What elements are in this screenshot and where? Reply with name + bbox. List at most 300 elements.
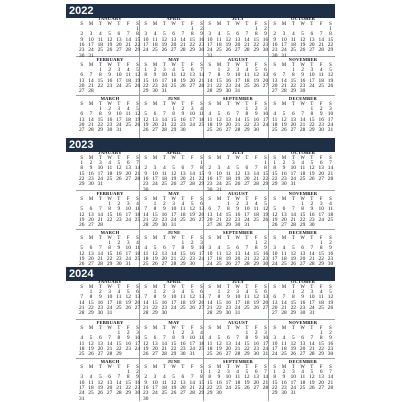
month-name: MARCH bbox=[100, 96, 120, 101]
day-number: 27 bbox=[180, 181, 186, 188]
weekday-label: S bbox=[264, 155, 267, 161]
day-number: 21 bbox=[244, 41, 250, 48]
day-number: 7 bbox=[190, 374, 194, 381]
day-number: 23 bbox=[143, 390, 149, 397]
weekday-header bbox=[205, 236, 271, 241]
day-number: 30 bbox=[262, 261, 269, 268]
weekday-label: S bbox=[329, 62, 332, 68]
day-grid bbox=[205, 202, 271, 232]
day-number: 12 bbox=[327, 72, 334, 79]
day-number: 15 bbox=[309, 116, 315, 123]
day-number: 9 bbox=[89, 165, 93, 172]
day-number: 29 bbox=[189, 47, 195, 54]
day-number: 22 bbox=[170, 121, 177, 128]
day-number: 25 bbox=[134, 216, 141, 223]
month-april bbox=[141, 16, 207, 56]
weekday-label: S bbox=[208, 21, 212, 27]
weekday-label: F bbox=[190, 21, 194, 27]
day-number: 30 bbox=[143, 186, 149, 193]
month-july bbox=[205, 16, 271, 59]
day-number: 10 bbox=[290, 165, 296, 172]
day-number: 27 bbox=[234, 261, 241, 268]
day-number: 23 bbox=[106, 82, 113, 89]
day-number: 7 bbox=[329, 160, 332, 166]
day-number: 8 bbox=[80, 165, 84, 172]
day-number: 9 bbox=[117, 206, 121, 213]
day-number: 19 bbox=[134, 116, 141, 123]
weekday-label: W bbox=[171, 284, 176, 290]
day-number: 27 bbox=[262, 304, 269, 311]
weekday-label: W bbox=[107, 196, 112, 202]
weekday-label: S bbox=[264, 364, 267, 370]
day-number: 3 bbox=[310, 67, 314, 73]
weekday-label: S bbox=[144, 21, 148, 27]
day-number: 10 bbox=[207, 250, 213, 257]
day-number: 24 bbox=[116, 82, 122, 89]
weekday-label: W bbox=[300, 21, 305, 27]
day-number: 6 bbox=[254, 369, 258, 375]
day-number: 14 bbox=[253, 170, 259, 177]
day-number: 29 bbox=[309, 127, 315, 134]
weekday-label: T bbox=[181, 196, 185, 202]
day-number: 19 bbox=[79, 255, 85, 262]
day-number: 11 bbox=[318, 72, 324, 79]
day-number: 14 bbox=[106, 340, 113, 347]
month-january bbox=[77, 279, 143, 319]
day-number: 27 bbox=[253, 384, 259, 391]
day-number: 23 bbox=[180, 345, 186, 352]
weekday-label: S bbox=[273, 235, 277, 241]
day-number: 9 bbox=[80, 36, 84, 43]
day-number: 5 bbox=[291, 245, 295, 252]
day-number: 27 bbox=[207, 222, 213, 229]
weekday-label: F bbox=[319, 364, 323, 370]
weekday-label: F bbox=[254, 364, 258, 370]
weekday-label: S bbox=[273, 155, 277, 161]
day-number: 30 bbox=[253, 127, 259, 134]
day-number: 25 bbox=[318, 304, 324, 311]
day-grid bbox=[270, 370, 336, 400]
day-number: 29 bbox=[216, 310, 222, 317]
day-number: 12 bbox=[97, 379, 103, 386]
month-august bbox=[205, 191, 271, 231]
day-number: 14 bbox=[327, 374, 334, 381]
day-number: 10 bbox=[272, 340, 278, 347]
day-number: 12 bbox=[225, 36, 231, 43]
month-name: MARCH bbox=[100, 230, 120, 235]
year-label: 2024 bbox=[69, 268, 94, 280]
weekday-label: M bbox=[152, 101, 158, 107]
weekday-label: T bbox=[226, 62, 230, 68]
weekday-label: M bbox=[216, 364, 222, 370]
day-number: 8 bbox=[98, 111, 102, 118]
day-number: 16 bbox=[97, 299, 103, 306]
day-number: 23 bbox=[106, 121, 113, 128]
day-number: 6 bbox=[190, 67, 194, 73]
day-number: 30 bbox=[327, 261, 334, 268]
day-number: 19 bbox=[170, 175, 177, 182]
day-number: 17 bbox=[189, 116, 195, 123]
day-number: 23 bbox=[198, 41, 205, 48]
day-number: 17 bbox=[272, 255, 278, 262]
day-number: 27 bbox=[116, 47, 122, 54]
day-number: 25 bbox=[198, 121, 205, 128]
day-grid bbox=[77, 331, 143, 361]
day-number: 13 bbox=[272, 299, 278, 306]
weekday-label: T bbox=[181, 101, 185, 107]
day-number: 22 bbox=[253, 41, 259, 48]
day-number: 24 bbox=[170, 304, 177, 311]
day-grid bbox=[270, 161, 336, 191]
weekday-label: W bbox=[171, 196, 176, 202]
weekday-label: T bbox=[162, 101, 166, 107]
day-number: 10 bbox=[244, 206, 250, 213]
day-number: 21 bbox=[281, 304, 287, 311]
day-number: 5 bbox=[80, 245, 84, 252]
weekday-label: T bbox=[162, 284, 166, 290]
day-number: 19 bbox=[290, 345, 296, 352]
day-number: 30 bbox=[327, 351, 334, 358]
day-number: 10 bbox=[143, 36, 149, 43]
month-name: FEBRUARY bbox=[96, 57, 124, 62]
day-number: 19 bbox=[170, 384, 177, 391]
weekday-label: T bbox=[117, 284, 121, 290]
day-grid bbox=[205, 161, 271, 191]
day-number: 13 bbox=[290, 116, 296, 123]
weekday-label: S bbox=[200, 325, 203, 331]
month-name: DECEMBER bbox=[288, 359, 318, 364]
day-number: 5 bbox=[144, 111, 148, 118]
day-number: 9 bbox=[144, 379, 148, 386]
day-number: 6 bbox=[291, 111, 295, 118]
day-number: 22 bbox=[143, 82, 149, 89]
weekday-label: W bbox=[107, 101, 112, 107]
day-number: 28 bbox=[134, 175, 141, 182]
day-number: 4 bbox=[245, 67, 249, 73]
month-name: APRIL bbox=[166, 150, 182, 155]
day-number: 7 bbox=[301, 111, 304, 118]
day-number: 16 bbox=[161, 211, 167, 218]
day-number: 16 bbox=[125, 340, 131, 347]
day-number: 29 bbox=[106, 261, 113, 268]
day-number: 6 bbox=[80, 72, 84, 79]
day-number: 30 bbox=[152, 88, 158, 95]
weekday-header bbox=[141, 365, 207, 370]
day-grid bbox=[77, 202, 143, 232]
day-number: 24 bbox=[318, 216, 324, 223]
day-number: 11 bbox=[299, 374, 306, 381]
day-number: 25 bbox=[253, 216, 259, 223]
day-number: 19 bbox=[180, 77, 186, 84]
day-number: 27 bbox=[262, 82, 269, 89]
day-number: 2 bbox=[126, 330, 130, 336]
day-number: 2 bbox=[226, 67, 230, 73]
day-number: 18 bbox=[216, 41, 222, 48]
day-number: 28 bbox=[244, 47, 250, 54]
day-number: 7 bbox=[217, 206, 221, 213]
day-number: 8 bbox=[319, 245, 323, 252]
day-number: 10 bbox=[216, 170, 222, 177]
weekday-label: T bbox=[310, 21, 314, 27]
day-number: 9 bbox=[190, 245, 194, 252]
day-number: 25 bbox=[125, 82, 131, 89]
day-number: 9 bbox=[153, 72, 157, 79]
day-number: 7 bbox=[181, 31, 185, 38]
day-grid bbox=[77, 27, 143, 57]
day-number: 25 bbox=[97, 47, 103, 54]
month-name: MARCH bbox=[100, 359, 120, 364]
day-number: 3 bbox=[236, 67, 239, 73]
weekday-label: S bbox=[208, 101, 212, 107]
month-name: SEPTEMBER bbox=[222, 230, 254, 235]
day-number: 13 bbox=[134, 294, 141, 301]
day-number: 23 bbox=[216, 384, 222, 391]
weekday-label: T bbox=[310, 364, 314, 370]
day-number: 7 bbox=[80, 294, 84, 301]
day-number: 10 bbox=[272, 250, 278, 257]
weekday-label: F bbox=[190, 364, 194, 370]
day-number: 16 bbox=[216, 379, 222, 386]
day-number: 27 bbox=[244, 181, 250, 188]
day-number: 12 bbox=[253, 72, 259, 79]
weekday-label: S bbox=[264, 284, 267, 290]
day-number: 6 bbox=[126, 160, 130, 166]
day-number: 23 bbox=[309, 216, 315, 223]
day-number: 26 bbox=[281, 127, 287, 134]
month-july bbox=[205, 150, 271, 193]
day-number: 14 bbox=[116, 379, 122, 386]
day-number: 12 bbox=[299, 36, 306, 43]
day-grid bbox=[77, 161, 143, 191]
day-number: 9 bbox=[98, 294, 102, 301]
day-grid bbox=[77, 370, 143, 400]
day-number: 6 bbox=[226, 335, 230, 342]
day-number: 25 bbox=[88, 390, 94, 397]
day-number: 9 bbox=[329, 335, 332, 342]
day-number: 9 bbox=[181, 111, 185, 118]
day-number: 10 bbox=[225, 374, 231, 381]
day-number: 6 bbox=[226, 111, 230, 118]
day-number: 2 bbox=[108, 67, 111, 73]
day-number: 5 bbox=[144, 335, 148, 342]
day-number: 20 bbox=[309, 41, 315, 48]
day-number: 26 bbox=[327, 304, 334, 311]
weekday-label: T bbox=[98, 62, 102, 68]
day-number: 6 bbox=[264, 67, 267, 73]
day-number: 6 bbox=[282, 206, 286, 213]
day-number: 4 bbox=[236, 369, 239, 375]
day-number: 16 bbox=[225, 77, 231, 84]
weekday-label: T bbox=[226, 101, 230, 107]
weekday-label: S bbox=[136, 364, 139, 370]
day-number: 13 bbox=[262, 294, 269, 301]
day-number: 11 bbox=[180, 294, 186, 301]
day-number: 22 bbox=[216, 82, 222, 89]
day-number: 13 bbox=[207, 211, 213, 218]
day-number: 3 bbox=[98, 160, 102, 166]
day-number: 21 bbox=[97, 216, 103, 223]
day-number: 17 bbox=[170, 299, 177, 306]
day-number: 26 bbox=[290, 351, 296, 358]
weekday-label: S bbox=[273, 364, 277, 370]
day-number: 19 bbox=[225, 41, 231, 48]
day-number: 5 bbox=[301, 31, 304, 38]
day-number: 12 bbox=[143, 116, 149, 123]
day-number: 9 bbox=[226, 72, 230, 79]
day-number: 16 bbox=[272, 41, 278, 48]
day-number: 20 bbox=[281, 216, 287, 223]
weekday-label: T bbox=[226, 196, 230, 202]
day-number: 2 bbox=[162, 201, 166, 207]
day-number: 18 bbox=[180, 299, 186, 306]
day-number: 28 bbox=[309, 261, 315, 268]
day-number: 3 bbox=[126, 201, 130, 207]
day-number: 13 bbox=[198, 294, 205, 301]
day-number: 30 bbox=[79, 52, 85, 59]
day-number: 9 bbox=[217, 374, 221, 381]
day-number: 15 bbox=[318, 250, 324, 257]
weekday-label: W bbox=[235, 284, 240, 290]
weekday-label: W bbox=[171, 235, 176, 241]
day-number: 25 bbox=[170, 82, 177, 89]
day-number: 26 bbox=[97, 390, 103, 397]
day-number: 16 bbox=[299, 299, 306, 306]
weekday-label: F bbox=[254, 62, 258, 68]
weekday-label: S bbox=[136, 325, 139, 331]
day-number: 5 bbox=[190, 201, 194, 207]
month-april bbox=[141, 279, 207, 319]
weekday-label: M bbox=[88, 325, 94, 331]
day-number: 3 bbox=[282, 31, 286, 38]
day-number: 27 bbox=[79, 88, 85, 95]
weekday-label: M bbox=[216, 235, 222, 241]
weekday-label: T bbox=[226, 364, 230, 370]
weekday-label: T bbox=[117, 364, 121, 370]
weekday-header bbox=[77, 326, 143, 331]
day-grid bbox=[205, 290, 271, 320]
weekday-label: W bbox=[235, 364, 240, 370]
day-number: 12 bbox=[161, 36, 167, 43]
day-number: 6 bbox=[264, 289, 267, 295]
day-number: 18 bbox=[180, 211, 186, 218]
day-number: 2 bbox=[319, 106, 323, 112]
day-number: 16 bbox=[79, 41, 85, 48]
day-number: 25 bbox=[272, 127, 278, 134]
day-number: 24 bbox=[161, 82, 167, 89]
day-number: 11 bbox=[281, 340, 287, 347]
day-grid bbox=[77, 290, 143, 320]
day-number: 2 bbox=[117, 240, 121, 246]
weekday-label: F bbox=[319, 284, 323, 290]
day-number: 21 bbox=[290, 216, 296, 223]
day-number: 1 bbox=[254, 240, 258, 246]
day-number: 1 bbox=[144, 67, 148, 73]
day-number: 7 bbox=[264, 369, 267, 375]
weekday-label: S bbox=[273, 62, 277, 68]
day-number: 24 bbox=[234, 82, 241, 89]
day-number: 18 bbox=[299, 170, 306, 177]
day-number: 9 bbox=[144, 170, 148, 177]
day-number: 31 bbox=[262, 351, 269, 358]
day-number: 2 bbox=[162, 289, 166, 295]
day-number: 21 bbox=[180, 41, 186, 48]
day-number: 28 bbox=[290, 222, 296, 229]
day-number: 4 bbox=[319, 67, 323, 73]
year-label: 2023 bbox=[69, 139, 94, 151]
weekday-label: M bbox=[281, 325, 287, 331]
day-grid bbox=[205, 331, 271, 361]
day-number: 24 bbox=[152, 181, 158, 188]
day-number: 9 bbox=[208, 170, 212, 177]
day-number: 26 bbox=[262, 216, 269, 223]
day-number: 17 bbox=[161, 77, 167, 84]
day-grid bbox=[141, 331, 207, 361]
weekday-label: T bbox=[117, 62, 121, 68]
day-number: 5 bbox=[136, 106, 139, 112]
day-number: 1 bbox=[291, 289, 295, 295]
day-number: 27 bbox=[198, 216, 205, 223]
day-number: 8 bbox=[264, 165, 267, 172]
day-number: 22 bbox=[290, 82, 296, 89]
weekday-header bbox=[270, 326, 336, 331]
day-number: 18 bbox=[244, 299, 250, 306]
day-number: 23 bbox=[116, 255, 122, 262]
day-number: 23 bbox=[125, 345, 131, 352]
day-number: 10 bbox=[262, 111, 269, 118]
day-number: 26 bbox=[134, 121, 141, 128]
day-number: 4 bbox=[208, 335, 212, 342]
day-number: 21 bbox=[170, 255, 177, 262]
month-february bbox=[77, 57, 143, 97]
day-number: 18 bbox=[161, 384, 167, 391]
day-number: 11 bbox=[79, 340, 85, 347]
day-number: 3 bbox=[273, 245, 277, 252]
day-number: 3 bbox=[236, 289, 239, 295]
day-number: 25 bbox=[281, 351, 287, 358]
day-number: 6 bbox=[89, 245, 93, 252]
day-number: 8 bbox=[126, 374, 130, 381]
day-number: 11 bbox=[244, 72, 250, 79]
day-number: 1 bbox=[89, 289, 93, 295]
day-number: 23 bbox=[79, 47, 85, 54]
day-number: 9 bbox=[282, 165, 286, 172]
day-number: 29 bbox=[198, 390, 205, 397]
day-number: 25 bbox=[290, 47, 296, 54]
day-number: 20 bbox=[225, 121, 231, 128]
weekday-label: W bbox=[300, 325, 305, 331]
day-number: 7 bbox=[236, 335, 239, 342]
day-number: 26 bbox=[143, 351, 149, 358]
day-number: 15 bbox=[253, 36, 259, 43]
month-may bbox=[141, 320, 207, 360]
day-number: 4 bbox=[217, 31, 221, 38]
day-number: 1 bbox=[319, 240, 323, 246]
weekday-label: T bbox=[245, 101, 249, 107]
weekday-label: W bbox=[300, 364, 305, 370]
weekday-label: W bbox=[235, 62, 240, 68]
day-number: 13 bbox=[116, 36, 122, 43]
weekday-label: T bbox=[310, 101, 314, 107]
day-number: 12 bbox=[272, 211, 278, 218]
month-february bbox=[77, 320, 143, 360]
day-number: 5 bbox=[273, 206, 277, 213]
day-number: 11 bbox=[125, 72, 131, 79]
weekday-label: T bbox=[117, 101, 121, 107]
day-number: 22 bbox=[97, 82, 103, 89]
day-number: 1 bbox=[273, 369, 277, 375]
day-number: 29 bbox=[170, 351, 177, 358]
day-number: 3 bbox=[153, 165, 157, 172]
